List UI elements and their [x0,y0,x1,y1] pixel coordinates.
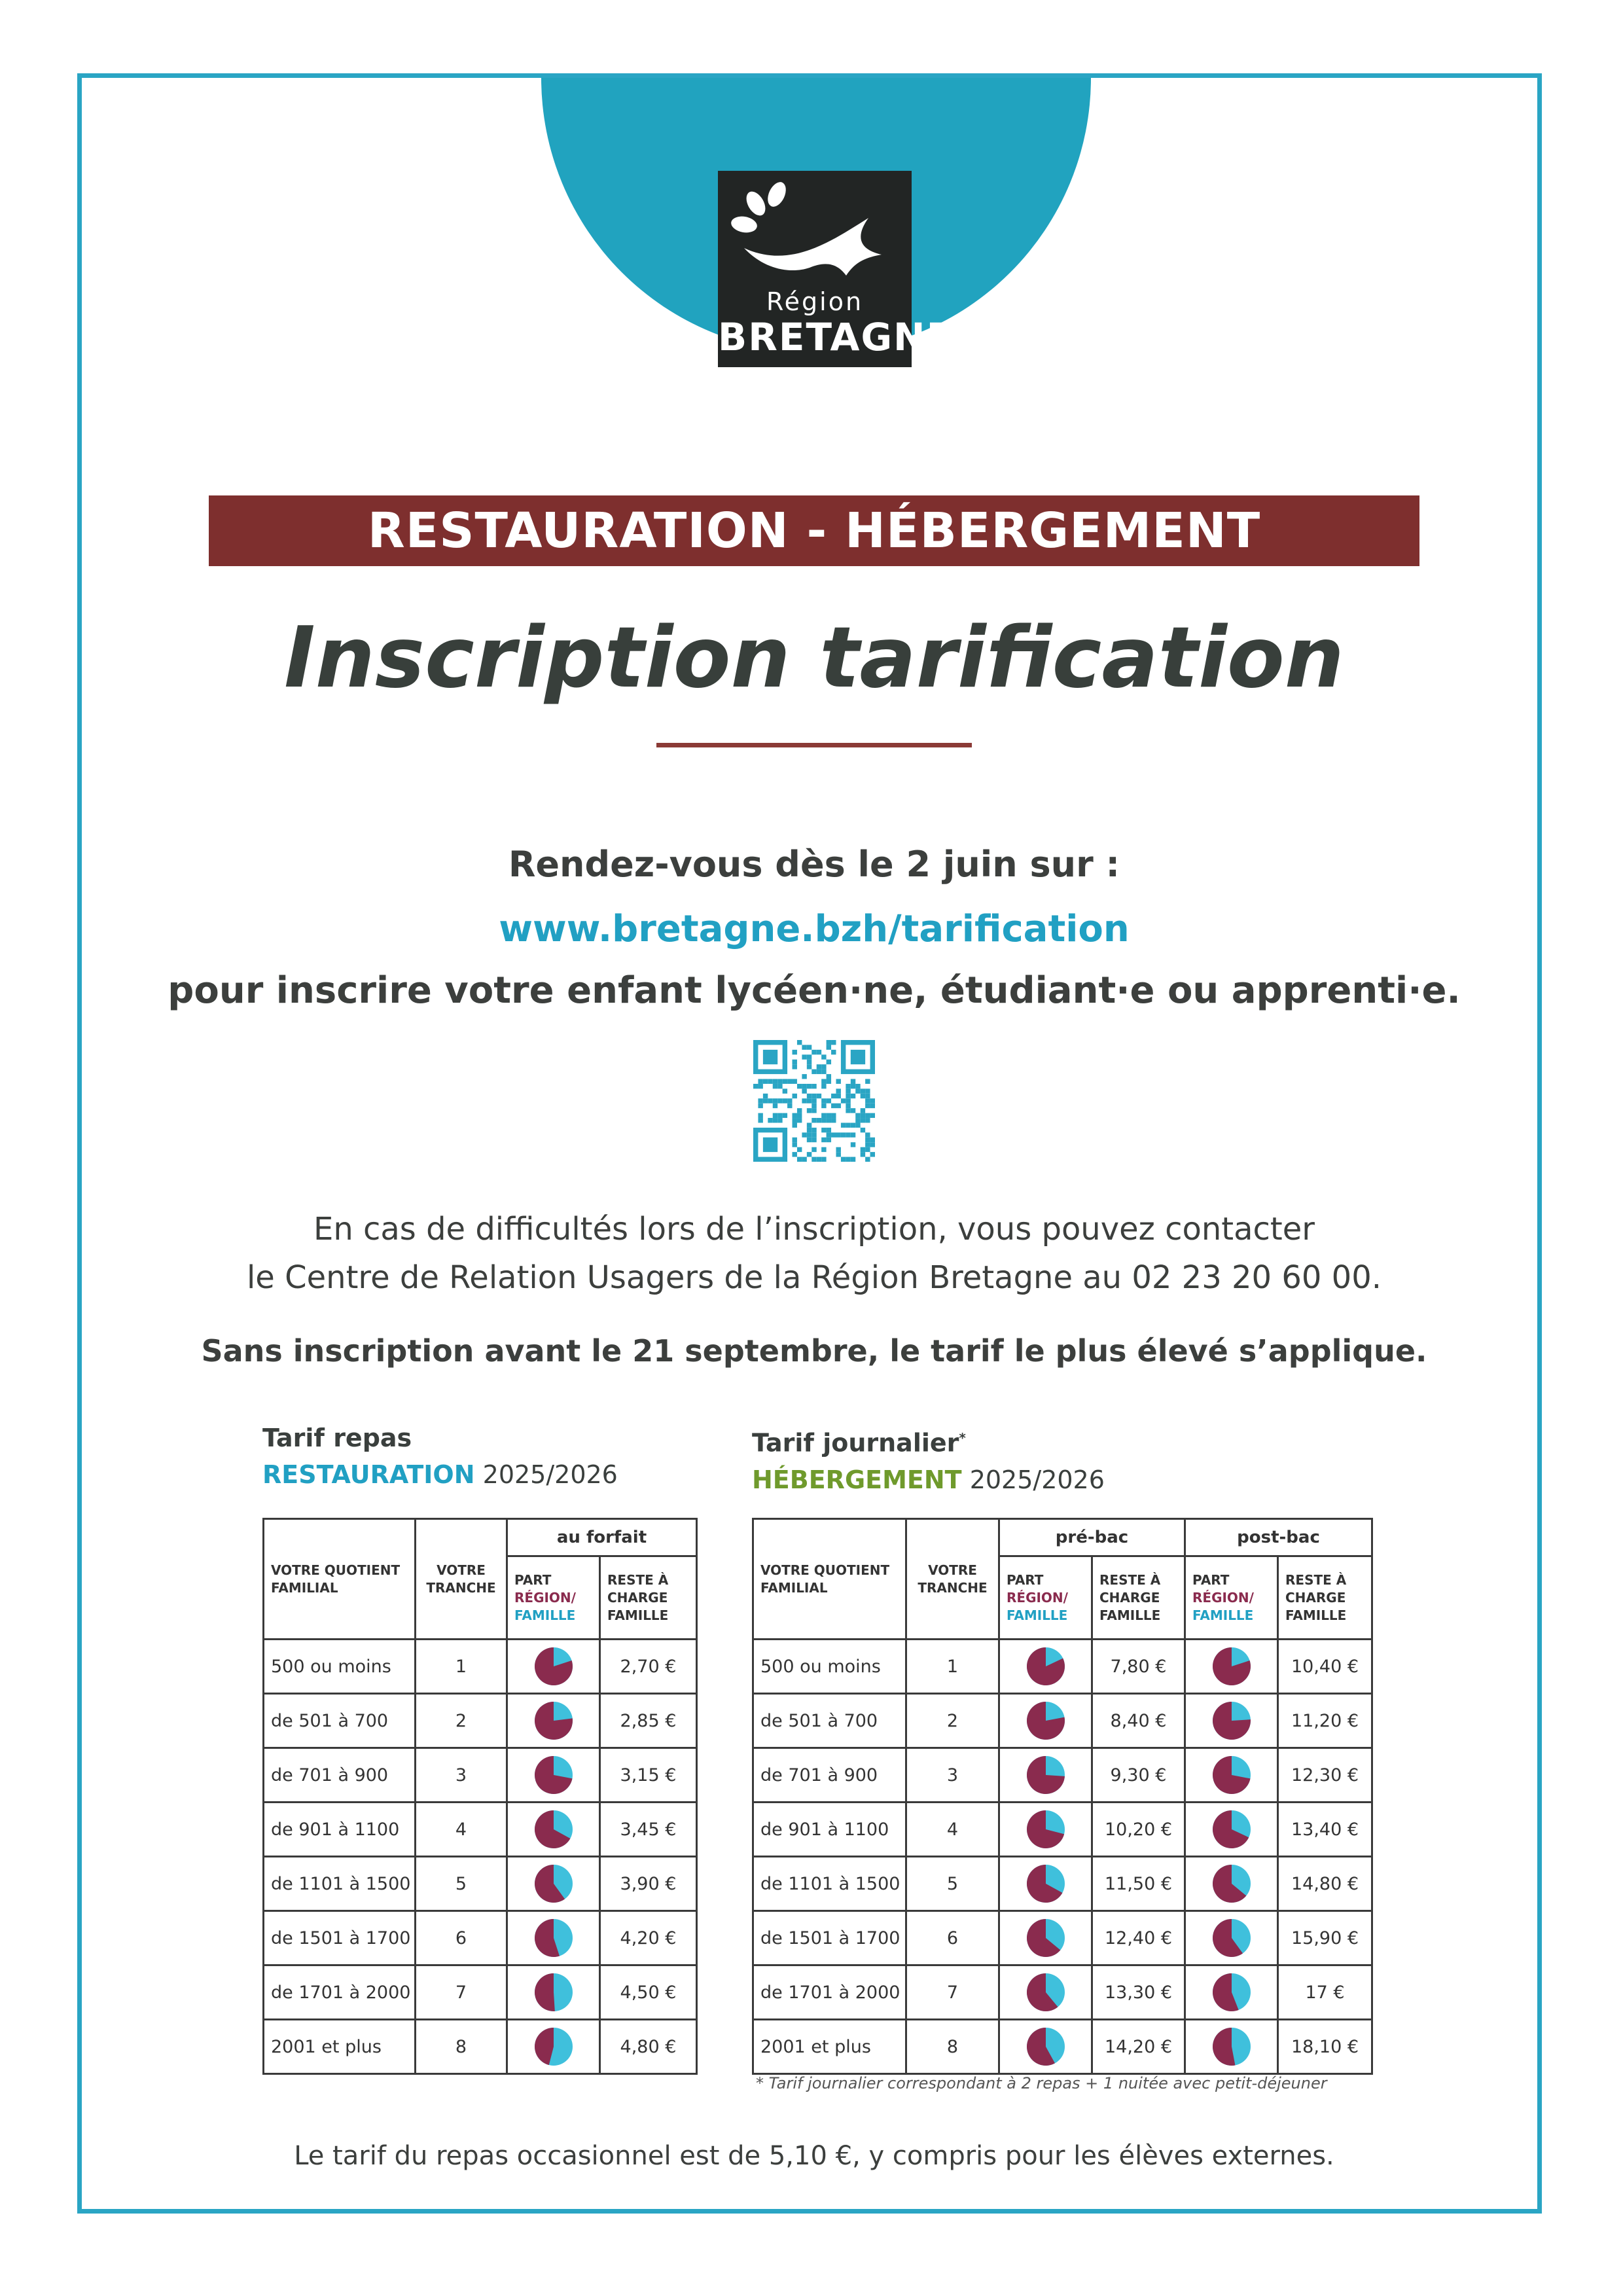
pie-chart [535,1973,573,2011]
pie-chart [1027,1865,1065,1903]
part-cell [507,2020,600,2074]
reste-cell-pre: 7,80 € [1092,1640,1185,1694]
header-tranche: VOTRE TRANCHE [416,1519,507,1640]
part-cell [507,1640,600,1694]
pie-chart [1213,1919,1251,1957]
part-cell-pre [999,1803,1092,1857]
tranche-cell: 8 [416,2020,507,2074]
title-separator [656,743,972,747]
deadline-warning: Sans inscription avant le 21 septembre, le tarif le plus élevé s’applique. [201,1333,1427,1369]
tranche-cell: 4 [416,1803,507,1857]
qf-cell: de 1701 à 2000 [753,1965,906,2020]
pie-chart [535,1865,573,1903]
reste-cell: 3,15 € [600,1748,697,1803]
pie-chart [1027,1973,1065,2011]
qf-cell: de 1501 à 1700 [264,1911,416,1965]
header-part-region: RÉGION/ [1192,1589,1254,1605]
restauration-kind: RESTAURATION [262,1460,475,1489]
pie-chart [1213,1865,1251,1903]
table-row [264,1911,697,1965]
pie-chart [535,1702,573,1740]
reste-cell-pre: 9,30 € [1092,1748,1185,1803]
part-cell-post [1185,1748,1278,1803]
table-row [264,1640,697,1694]
header-postbac: post-bac [1185,1519,1372,1556]
restauration-year: 2025/2026 [482,1460,618,1489]
qf-cell: de 1101 à 1500 [264,1857,416,1911]
table-row [264,2020,697,2074]
reste-cell-post: 18,10 € [1278,2020,1372,2074]
tranche-cell: 6 [906,1911,999,1965]
hebergement-label: Tarif journalier [752,1428,959,1458]
footnote: * Tarif journalier correspondant à 2 repas + 1 nuitée avec petit-déjeuner [756,2074,1327,2092]
pie-chart [1027,1702,1065,1740]
page-title: Inscription tarification [284,609,1344,707]
header-part-a: PART [1192,1571,1230,1588]
table-row [264,1965,697,2020]
tranche-cell: 1 [906,1640,999,1694]
reste-cell-pre: 12,40 € [1092,1911,1185,1965]
pie-chart [1213,1756,1251,1794]
pie-chart [1027,1647,1065,1685]
pie-slice-region [535,1973,555,2011]
pie-chart [1213,1973,1251,2011]
contact-info [82,1205,1542,1302]
header-part-a: PART [514,1571,552,1588]
reste-cell-pre: 10,20 € [1092,1803,1185,1857]
pie-chart [535,2028,573,2066]
part-cell-post [1185,1803,1278,1857]
part-cell-pre [999,1857,1092,1911]
part-cell-pre [999,1748,1092,1803]
header-part-famille: FAMILLE [1007,1607,1068,1623]
tranche-cell: 2 [416,1694,507,1748]
header-reste-pre: RESTE À CHARGE FAMILLE [1092,1556,1185,1640]
tranche-cell: 6 [416,1911,507,1965]
pie-chart [1213,1702,1251,1740]
qf-cell: 500 ou moins [264,1640,416,1694]
reste-cell-pre: 8,40 € [1092,1694,1185,1748]
hebergement-star: * [959,1430,966,1446]
qf-cell: de 701 à 900 [753,1748,906,1803]
contact-line-2: le Centre de Relation Usagers de la Région Bretagne au 02 23 20 60 00. [246,1259,1382,1296]
header-prebac: pré-bac [999,1519,1185,1556]
part-cell [507,1803,600,1857]
header-qf: VOTRE QUOTIENT FAMILIAL [264,1519,416,1640]
qf-cell: 2001 et plus [753,2020,906,2074]
tranche-cell: 4 [906,1803,999,1857]
part-cell [507,1857,600,1911]
part-cell-post [1185,2020,1278,2074]
reste-cell: 3,90 € [600,1857,697,1911]
tranche-cell: 3 [416,1748,507,1803]
part-cell-pre [999,2020,1092,2074]
part-cell-pre [999,1694,1092,1748]
reste-cell: 4,20 € [600,1911,697,1965]
tranche-cell: 3 [906,1748,999,1803]
pie-chart [535,1756,573,1794]
qf-cell: de 901 à 1100 [753,1803,906,1857]
table-row [264,1748,697,1803]
qf-cell: de 901 à 1100 [264,1803,416,1857]
region-bretagne-logo [718,171,954,367]
table-row [753,1694,1372,1748]
table-row [753,1748,1372,1803]
tranche-cell: 5 [416,1857,507,1911]
tranche-cell: 2 [906,1694,999,1748]
restauration-heading [262,1420,618,1493]
header-part-a: PART [1007,1571,1044,1588]
pie-chart [535,1810,573,1848]
pie-chart [1027,1919,1065,1957]
part-cell-pre [999,1911,1092,1965]
header-reste-post: RESTE À CHARGE FAMILLE [1278,1556,1372,1640]
qf-cell: de 501 à 700 [753,1694,906,1748]
header-tranche: VOTRE TRANCHE [906,1519,999,1640]
qf-cell: de 501 à 700 [264,1694,416,1748]
pie-chart [1027,2028,1065,2066]
pie-chart [535,1919,573,1957]
contact-line-1: En cas de difficultés lors de l’inscription, vous pouvez contacter [313,1211,1315,1247]
tranche-cell: 1 [416,1640,507,1694]
hebergement-kind: HÉBERGEMENT [752,1465,962,1494]
header-part-famille: FAMILLE [514,1607,576,1623]
restauration-table [262,1518,698,2075]
part-cell [507,1748,600,1803]
tranche-cell: 7 [906,1965,999,2020]
reste-cell-post: 17 € [1278,1965,1372,2020]
reste-cell: 2,70 € [600,1640,697,1694]
tarification-link[interactable]: www.bretagne.bzh/tarification [499,908,1130,950]
restauration-label: Tarif repas [262,1424,412,1452]
pie-chart [1213,1647,1251,1685]
reste-cell: 4,80 € [600,2020,697,2074]
part-cell [507,1911,600,1965]
logo-region-text: Région [766,287,864,316]
reste-cell-post: 11,20 € [1278,1694,1372,1748]
tranche-cell: 5 [906,1857,999,1911]
occasional-meal-note: Le tarif du repas occasionnel est de 5,10 €, y compris pour les élèves externes. [294,2141,1334,2171]
reste-cell: 4,50 € [600,1965,697,2020]
ermine-icon [718,171,912,289]
section-banner: RESTAURATION - HÉBERGEMENT [209,495,1419,566]
header-qf: VOTRE QUOTIENT FAMILIAL [753,1519,906,1640]
reste-cell-post: 13,40 € [1278,1803,1372,1857]
table-row [753,1857,1372,1911]
part-cell-post [1185,1640,1278,1694]
pie-chart [1027,1810,1065,1848]
part-cell-post [1185,1694,1278,1748]
hebergement-table [752,1518,1373,2075]
rdv-text: Rendez-vous dès le 2 juin sur : [508,844,1120,885]
hebergement-year: 2025/2026 [969,1465,1105,1494]
pie-chart [1213,1810,1251,1848]
table-row [753,1965,1372,2020]
page-frame [77,73,1542,2214]
reste-cell-pre: 11,50 € [1092,1857,1185,1911]
table-row [753,2020,1372,2074]
reste-cell: 3,45 € [600,1803,697,1857]
part-cell-post [1185,1965,1278,2020]
pie-chart [1213,2028,1251,2066]
header-part-region: RÉGION/ [514,1589,576,1605]
reste-cell-post: 15,90 € [1278,1911,1372,1965]
reste-cell-post: 14,80 € [1278,1857,1372,1911]
header-forfait: au forfait [507,1519,697,1556]
header-part-pre [999,1556,1092,1640]
table-row [264,1803,697,1857]
table-row [264,1694,697,1748]
header-part-post [1185,1556,1278,1640]
header-part [507,1556,600,1640]
table-row [753,1803,1372,1857]
table-row [264,1857,697,1911]
header-part-famille: FAMILLE [1192,1607,1254,1623]
header-reste: RESTE À CHARGE FAMILLE [600,1556,697,1640]
part-cell [507,1965,600,2020]
qf-cell: de 1701 à 2000 [264,1965,416,2020]
pie-chart [1027,1756,1065,1794]
qf-cell: de 701 à 900 [264,1748,416,1803]
tranche-cell: 8 [906,2020,999,2074]
qf-cell: de 1501 à 1700 [753,1911,906,1965]
qr-code-icon[interactable] [753,1040,875,1162]
part-cell [507,1694,600,1748]
reste-cell-pre: 14,20 € [1092,2020,1185,2074]
part-cell-pre [999,1640,1092,1694]
hebergement-heading [752,1420,1105,1498]
reste-cell: 2,85 € [600,1694,697,1748]
audience-text: pour inscrire votre enfant lycéen·ne, étudiant·e ou apprenti·e. [168,969,1461,1012]
table-row [753,1640,1372,1694]
header-part-region: RÉGION/ [1007,1589,1068,1605]
logo-bretagne-text: BRETAGNE [718,315,954,359]
tranche-cell: 7 [416,1965,507,2020]
qf-cell: 2001 et plus [264,2020,416,2074]
reste-cell-pre: 13,30 € [1092,1965,1185,2020]
reste-cell-post: 12,30 € [1278,1748,1372,1803]
part-cell-post [1185,1911,1278,1965]
part-cell-post [1185,1857,1278,1911]
qf-cell: de 1101 à 1500 [753,1857,906,1911]
reste-cell-post: 10,40 € [1278,1640,1372,1694]
pie-chart [535,1647,573,1685]
part-cell-pre [999,1965,1092,2020]
table-row [753,1911,1372,1965]
qf-cell: 500 ou moins [753,1640,906,1694]
